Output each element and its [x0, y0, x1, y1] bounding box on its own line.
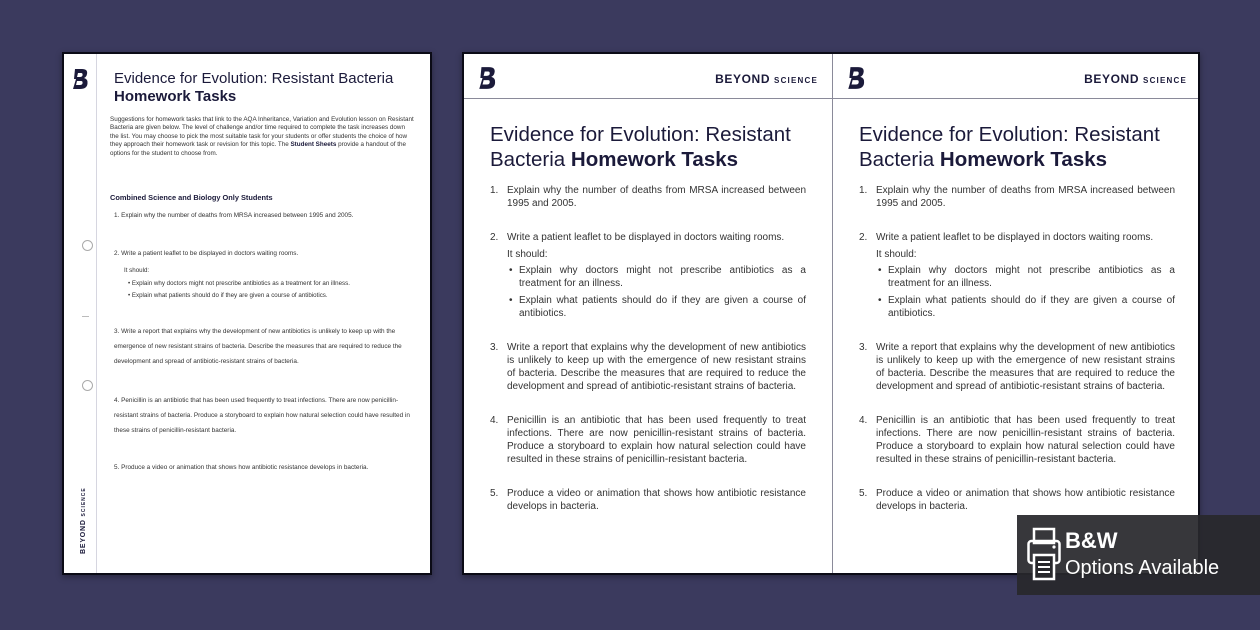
student-sheets-spread: [462, 52, 1200, 575]
badge-subtitle: Options Available: [1065, 557, 1220, 579]
sheet-title: Evidence for Evolution: Resistant Bacteria Homework Tasks: [859, 123, 1160, 171]
task-item: 3. Write a report that explains why the development of new antibiotics is unlikely to keep up with the emergence of new resistant strains of bacteria. Describe the measures that are required to reduce the development and spread of antibiotic-resistant strains of bacteria.: [859, 342, 1175, 392]
task-item: 2. Write a patient leaflet to be displayed in doctors waiting rooms.: [114, 250, 299, 257]
bullet-item: • Explain what patients should do if they are given a course of antibiotics.: [876, 294, 1175, 320]
should-label: It should:: [124, 267, 150, 274]
header-rule: [833, 98, 1200, 99]
bullet-item: • Explain what patients should do if they are given a course of antibiotics.: [128, 292, 328, 299]
badge-title: B&W: [1065, 528, 1118, 553]
task-item: 5. Produce a video or animation that shows how antibiotic resistance develops in bacteria.: [114, 464, 369, 471]
should-label: It should:: [876, 249, 917, 260]
task-item: 4. Penicillin is an antibiotic that has been used frequently to treat infections. There are now penicillin-resistant strains of bacteria. Produce a storyboard to explain how natural selection could have resulted in these strains of penicillin-resistant bacteria.: [114, 397, 410, 434]
margin-rule: [96, 54, 97, 573]
student-sheet-right: [833, 54, 1200, 573]
task-item: 1. Explain why the number of deaths from MRSA increased between 1995 and 2005.: [859, 185, 1175, 209]
bullet-item: • Explain what patients should do if they are given a course of antibiotics.: [507, 294, 806, 320]
binder-hole: [82, 240, 93, 251]
beyond-logo-icon: [847, 66, 867, 90]
bullet-item: • Explain why doctors might not prescribe antibiotics as a treatment for an illness.: [507, 264, 806, 290]
task-item: 1. Explain why the number of deaths from MRSA increased between 1995 and 2005.: [114, 212, 354, 219]
should-label: It should:: [507, 249, 548, 260]
task-item: 4. Penicillin is an antibiotic that has been used frequently to treat infections. There are now penicillin-resistant strains of bacteria. Produce a storyboard to explain how natural selection could have resulted in these strains of penicillin-resistant bacteria.: [490, 415, 806, 465]
task-list: [859, 184, 1175, 534]
task-item: 1. Explain why the number of deaths from MRSA increased between 1995 and 2005.: [490, 185, 806, 209]
beyond-logo-icon: [72, 68, 90, 90]
section-heading: Combined Science and Biology Only Students: [110, 193, 273, 202]
teacher-sheet-page: [62, 52, 432, 575]
task-item: 4. Penicillin is an antibiotic that has been used frequently to treat infections. There are now penicillin-resistant strains of bacteria. Produce a storyboard to explain how natural selection could have resulted in these strains of penicillin-resistant bacteria.: [859, 415, 1175, 465]
task-item: 5. Produce a video or animation that shows how antibiotic resistance develops in bacteria.: [859, 488, 1175, 512]
task-item: 3. Write a report that explains why the development of new antibiotics is unlikely to keep up with the emergence of new resistant strains of bacteria. Describe the measures that are required to reduce the development and spread of antibiotic-resistant strains of bacteria.: [490, 342, 806, 392]
binder-hole: [82, 380, 93, 391]
intro-paragraph: Suggestions for homework tasks that link to the AQA Inheritance, Variation and Evolution lesson on Resistant Bacteria are given below. The level of challenge and/or time required to complete the task increases down the list. You may choose to pick the most suitable task for your students or offer students the choice of how they approach their homework task or revision for this topic. The Student Sheets provide a handout of the options for the student to choose from.: [110, 116, 414, 157]
task-item: 2. Write a patient leaflet to be displayed in doctors waiting rooms. It should: • Explain why doctors might not prescribe antibiotics as a treatment for an illness. • Explain what patients should do if they are given a course of antibiotics.: [490, 231, 806, 320]
brand-label: BEYOND SCIENCE: [715, 72, 818, 86]
student-sheet-left: [464, 54, 832, 573]
task-list: [490, 184, 806, 534]
bw-options-badge: [1017, 515, 1260, 595]
bullet-list: [876, 264, 1175, 320]
brand-label: BEYOND SCIENCE: [1084, 72, 1187, 86]
bullet-item: • Explain why doctors might not prescribe antibiotics as a treatment for an illness.: [876, 264, 1175, 290]
vertical-brand: BEYOND SCIENCE: [80, 487, 87, 554]
bullet-list: [507, 264, 806, 320]
beyond-logo-icon: [478, 66, 498, 90]
page-title: Evidence for Evolution: Resistant Bacteria Homework Tasks: [114, 70, 394, 105]
fold-mark: [82, 316, 89, 317]
task-item: 2. Write a patient leaflet to be displayed in doctors waiting rooms. It should: • Explain why doctors might not prescribe antibiotics as a treatment for an illness. • Explain what patients should do if they are given a course of antibiotics.: [859, 231, 1175, 320]
printer-icon: [1027, 525, 1061, 583]
sheet-title: Evidence for Evolution: Resistant Bacteria Homework Tasks: [490, 123, 791, 171]
task-item: 5. Produce a video or animation that shows how antibiotic resistance develops in bacteria.: [490, 488, 806, 512]
task-item: 3. Write a report that explains why the development of new antibiotics is unlikely to keep up with the emergence of new resistant strains of bacteria. Describe the measures that are required to reduce the development and spread of antibiotic-resistant strains of bacteria.: [114, 328, 402, 365]
bullet-item: • Explain why doctors might not prescribe antibiotics as a treatment for an illness.: [128, 280, 350, 287]
header-rule: [464, 98, 832, 99]
